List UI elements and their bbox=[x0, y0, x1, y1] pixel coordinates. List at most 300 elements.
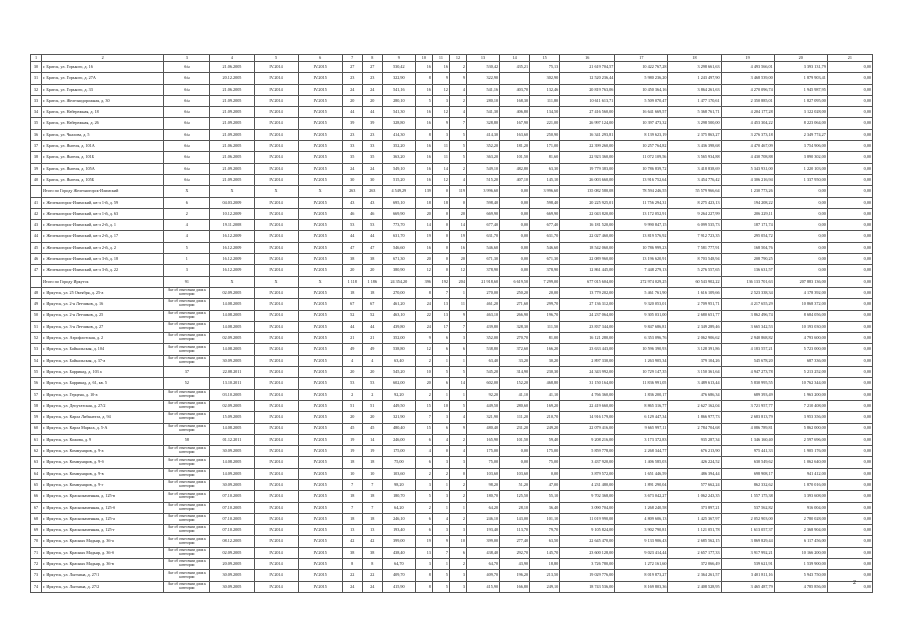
table-cell: 134,50 bbox=[530, 107, 560, 118]
table-cell: 20,00 bbox=[530, 287, 560, 298]
table-cell: 7 bbox=[342, 502, 362, 513]
table-cell: IV.2014 bbox=[254, 400, 298, 411]
table-cell: Акт об отнесении дома к категории bbox=[164, 310, 210, 321]
table-cell: 13 bbox=[362, 525, 382, 536]
table-cell: 44 bbox=[31, 231, 42, 242]
table-cell: 27 bbox=[342, 62, 362, 73]
table-cell: 372,60 bbox=[500, 344, 530, 355]
column-number-cell: 13 bbox=[466, 55, 499, 62]
table-cell: IV.2015 bbox=[298, 468, 342, 479]
table-cell: Акт об отнесении дома к категории bbox=[164, 547, 210, 558]
table-row bbox=[31, 163, 873, 174]
table-cell: IV.2015 bbox=[298, 231, 342, 242]
table-cell: 23 bbox=[362, 129, 382, 140]
table-cell: 15 bbox=[415, 423, 432, 434]
table-cell: 677,40 bbox=[530, 220, 560, 231]
table-cell: 2 bbox=[342, 389, 362, 400]
table-cell: б/н bbox=[164, 118, 210, 129]
table-cell: 378,90 bbox=[530, 265, 560, 276]
table-cell: Акт об отнесении дома к категории bbox=[164, 479, 210, 490]
table-cell: 515,20 bbox=[466, 174, 499, 185]
table-cell: 13 172 052,91 bbox=[615, 208, 668, 219]
table-row bbox=[31, 333, 873, 344]
table-cell: 0,00 bbox=[827, 536, 872, 547]
table-cell: Акт об отнесении дома к категории bbox=[164, 287, 210, 298]
table-cell: 0 bbox=[432, 254, 449, 265]
table-cell: 46 bbox=[31, 254, 42, 265]
column-number-header-row bbox=[31, 55, 873, 62]
table-cell: 2 375 863,27 bbox=[668, 129, 721, 140]
table-cell: 1 bbox=[449, 355, 466, 366]
table-cell: 31 bbox=[31, 73, 42, 84]
table-cell: 75,00 bbox=[466, 457, 499, 468]
table-cell: 1 272 161,60 bbox=[615, 559, 668, 570]
table-cell: г. Братск, ул. Янгеля, д. 101А bbox=[42, 141, 164, 152]
table-cell: 0,00 bbox=[827, 559, 872, 570]
table-cell: 07.10.2005 bbox=[210, 513, 254, 524]
table-cell: 3 869 829,44 bbox=[721, 536, 774, 547]
table-cell: б/н bbox=[164, 107, 210, 118]
table-cell: IV.2015 bbox=[298, 333, 342, 344]
table-cell: IV.2014 bbox=[254, 559, 298, 570]
table-cell: г. Братск, ул. Чкалова, д. 5 bbox=[42, 129, 164, 140]
table-cell: 67 bbox=[362, 299, 382, 310]
table-cell: IV.2015 bbox=[298, 84, 342, 95]
table-cell: 0,00 bbox=[500, 197, 530, 208]
table-row bbox=[31, 479, 873, 490]
table-cell: 321,90 bbox=[382, 412, 415, 423]
table-cell: IV.2014 bbox=[254, 141, 298, 152]
table-cell: 40 bbox=[31, 174, 42, 185]
table-cell: 23 bbox=[342, 129, 362, 140]
table-cell: IV.2015 bbox=[298, 400, 342, 411]
table-cell: 111,20 bbox=[500, 412, 530, 423]
table-cell: 08.12.2005 bbox=[210, 536, 254, 547]
table-cell: 1 651 446,59 bbox=[615, 468, 668, 479]
table-cell: 438,40 bbox=[466, 547, 499, 558]
table-cell: 52 bbox=[342, 310, 362, 321]
table-cell: 12 861 445,00 bbox=[560, 265, 615, 276]
table-cell: 249,20 bbox=[530, 423, 560, 434]
table-cell: 463,10 bbox=[466, 310, 499, 321]
table-cell: 55 bbox=[31, 367, 42, 378]
table-cell: 669,90 bbox=[530, 208, 560, 219]
table-cell: IV.2014 bbox=[254, 254, 298, 265]
table-cell: 3 bbox=[432, 95, 449, 106]
table-cell: 30,20 bbox=[530, 355, 560, 366]
table-cell: 4 549,29 bbox=[382, 186, 415, 197]
table-cell: 6 129 447,34 bbox=[615, 412, 668, 423]
table-cell: 363,20 bbox=[382, 152, 415, 163]
table-cell: 45 bbox=[31, 242, 42, 253]
table-cell: г. Иркутск, ул. Коммунаров, д. 9-г bbox=[42, 479, 164, 490]
table-cell: г. Иркутск, ул. 2-я Летчиков, д. 16 bbox=[42, 299, 164, 310]
table-cell: 0,00 bbox=[827, 321, 872, 332]
table-cell: 171,00 bbox=[530, 141, 560, 152]
table-cell: 13 bbox=[432, 299, 449, 310]
table-cell: 24 237 064,00 bbox=[560, 310, 615, 321]
table-cell: X bbox=[254, 186, 298, 197]
table-cell: Акт об отнесении дома к категории bbox=[164, 559, 210, 570]
table-cell: IV.2015 bbox=[298, 479, 342, 490]
table-cell: Акт об отнесении дома к категории bbox=[164, 491, 210, 502]
table-cell: 3 996,60 bbox=[530, 186, 560, 197]
table-cell: 16 bbox=[415, 84, 432, 95]
column-number-cell: 1 bbox=[31, 55, 42, 62]
table-cell: 3 726 780,00 bbox=[560, 559, 615, 570]
table-cell: IV.2015 bbox=[298, 378, 342, 389]
table-cell: 3 953 356,00 bbox=[774, 412, 827, 423]
table-cell: 14 bbox=[362, 434, 382, 445]
table-cell: г. Иркутск, ул. Коммунаров, д. 9-б bbox=[42, 457, 164, 468]
table-cell: 541,16 bbox=[382, 84, 415, 95]
table-cell: 7 bbox=[449, 321, 466, 332]
table-cell: 598,40 bbox=[530, 197, 560, 208]
table-cell: 671,30 bbox=[530, 254, 560, 265]
table-cell: 3 401 811,16 bbox=[721, 570, 774, 581]
table-cell: 352,00 bbox=[382, 333, 415, 344]
table-cell: 2 368 904,00 bbox=[774, 525, 827, 536]
table-cell: 18 bbox=[362, 457, 382, 468]
table-cell: 20 bbox=[415, 254, 432, 265]
table-cell: 19 779 383,00 bbox=[560, 163, 615, 174]
table-cell: 0,00 bbox=[774, 265, 827, 276]
table-cell: 0,00 bbox=[774, 208, 827, 219]
table-cell: 75,00 bbox=[382, 457, 415, 468]
table-cell: 22 419 660,00 bbox=[560, 400, 615, 411]
table-cell: 51 bbox=[362, 400, 382, 411]
table-cell: 53 bbox=[31, 344, 42, 355]
table-cell: 10 729 147,35 bbox=[615, 367, 668, 378]
table-cell: 0,00 bbox=[827, 355, 872, 366]
table-cell: 272 974 029,25 bbox=[615, 276, 668, 287]
table-cell: 0,00 bbox=[827, 73, 872, 84]
table-cell: 4 bbox=[449, 84, 466, 95]
table-cell: 468,80 bbox=[530, 378, 560, 389]
table-cell: 8 bbox=[362, 559, 382, 570]
table-cell: 9 264 227,99 bbox=[668, 208, 721, 219]
table-cell: 3 890 302,00 bbox=[774, 152, 827, 163]
table-cell: 2 657 177,33 bbox=[668, 547, 721, 558]
table-cell: 1 557 175,38 bbox=[721, 491, 774, 502]
table-cell: 280,10 bbox=[466, 95, 499, 106]
table-cell: 6 bbox=[449, 344, 466, 355]
table-cell: 23 633 443,00 bbox=[560, 344, 615, 355]
table-cell: 3 bbox=[432, 129, 449, 140]
table-cell: 3 bbox=[432, 491, 449, 502]
table-cell: 9 133 906,43 bbox=[615, 536, 668, 547]
table-cell: IV.2014 bbox=[254, 355, 298, 366]
table-cell: 21.09.2005 bbox=[210, 118, 254, 129]
table-cell: б/н bbox=[164, 163, 210, 174]
table-cell: IV.2015 bbox=[298, 118, 342, 129]
table-cell: 12 bbox=[449, 265, 466, 276]
table-cell: 1 bbox=[449, 502, 466, 513]
table-cell: 414,30 bbox=[382, 129, 415, 140]
table-cell: IV.2015 bbox=[298, 321, 342, 332]
table-cell: IV.2014 bbox=[254, 547, 298, 558]
table-cell: 1 062 640,00 bbox=[774, 457, 827, 468]
table-row bbox=[31, 559, 873, 570]
table-row bbox=[31, 389, 873, 400]
table-cell: 0,00 bbox=[827, 423, 872, 434]
table-cell: 3 489 613,44 bbox=[668, 378, 721, 389]
table-cell: 250,90 bbox=[530, 129, 560, 140]
table-cell: 546,60 bbox=[530, 242, 560, 253]
table-cell: 6 bbox=[164, 197, 210, 208]
table-cell: 163,60 bbox=[500, 129, 530, 140]
table-cell: 20 bbox=[362, 367, 382, 378]
table-cell: 415,90 bbox=[382, 581, 415, 592]
table-cell: 6 353 096,76 bbox=[615, 333, 668, 344]
table-cell: 22 645 470,00 bbox=[560, 536, 615, 547]
table-cell: 2 349 774,27 bbox=[774, 129, 827, 140]
table-cell: IV.2015 bbox=[298, 367, 342, 378]
table-cell: IV.2014 bbox=[254, 491, 298, 502]
table-cell: 7 bbox=[415, 412, 432, 423]
table-cell: б/н bbox=[164, 174, 210, 185]
table-cell: IV.2014 bbox=[254, 389, 298, 400]
table-cell: 20 bbox=[362, 265, 382, 276]
table-cell: 5 bbox=[449, 400, 466, 411]
table-cell: 5 980 236,20 bbox=[615, 73, 668, 84]
table-cell: 13.10.2011 bbox=[210, 378, 254, 389]
table-cell: 56 bbox=[31, 378, 42, 389]
table-cell: 24 bbox=[362, 581, 382, 592]
table-cell bbox=[31, 186, 42, 197]
table-cell: 0,00 bbox=[827, 84, 872, 95]
table-cell: X bbox=[298, 276, 342, 287]
table-cell: 2 bbox=[449, 434, 466, 445]
table-cell: Акт об отнесении дома к категории bbox=[164, 525, 210, 536]
table-cell: 602,00 bbox=[466, 378, 499, 389]
table-cell: 18 bbox=[362, 513, 382, 524]
table-row bbox=[31, 581, 873, 592]
table-cell: 0 bbox=[432, 242, 449, 253]
table-cell: 14.08.2005 bbox=[210, 344, 254, 355]
table-cell: 21.06.2005 bbox=[210, 152, 254, 163]
table-cell: 399,00 bbox=[466, 536, 499, 547]
table-cell: 598,40 bbox=[466, 197, 499, 208]
table-cell: 1 bbox=[432, 502, 449, 513]
table-cell: 221,00 bbox=[530, 118, 560, 129]
table-cell: 546,60 bbox=[466, 242, 499, 253]
table-row bbox=[31, 536, 873, 547]
table-row bbox=[31, 412, 873, 423]
table-cell: г. Братск, ул. Горького, д. 16 bbox=[42, 62, 164, 73]
table-cell: г. Братск, ул. Горького, д. 33 bbox=[42, 84, 164, 95]
table-cell: 21.06.2005 bbox=[210, 141, 254, 152]
table-cell: Акт об отнесении дома к категории bbox=[164, 321, 210, 332]
table-cell: 21.06.2005 bbox=[210, 62, 254, 73]
table-cell: 3 996,60 bbox=[466, 186, 499, 197]
table-cell: 941 412,00 bbox=[774, 468, 827, 479]
table-cell: 480,40 bbox=[466, 423, 499, 434]
table-cell: 6 bbox=[415, 525, 432, 536]
table-cell: 49 bbox=[362, 344, 382, 355]
table-cell: 3 bbox=[164, 265, 210, 276]
table-cell: 541,30 bbox=[466, 107, 499, 118]
table-cell: 3 173 372,83 bbox=[615, 434, 668, 445]
table-cell: 5 859 778,00 bbox=[560, 446, 615, 457]
table-cell: 1 bbox=[164, 254, 210, 265]
table-cell: 406,80 bbox=[500, 107, 530, 118]
table-cell: 14.08.2005 bbox=[210, 310, 254, 321]
table-cell: 59,40 bbox=[530, 434, 560, 445]
table-cell: 0,00 bbox=[500, 186, 530, 197]
table-cell: 2 bbox=[449, 513, 466, 524]
table-cell: 60 bbox=[31, 423, 42, 434]
table-cell: 631,70 bbox=[530, 231, 560, 242]
table-cell: 4 204 177,28 bbox=[721, 107, 774, 118]
table-cell: 4 217 655,29 bbox=[721, 299, 774, 310]
table-cell: 73 bbox=[31, 570, 42, 581]
table-cell: 27 416 560,00 bbox=[560, 107, 615, 118]
table-cell: 61 bbox=[31, 434, 42, 445]
table-cell: Акт об отнесении дома к категории bbox=[164, 400, 210, 411]
table-cell: 379 104,26 bbox=[668, 355, 721, 366]
column-number-cell: 14 bbox=[500, 55, 530, 62]
table-cell: 0,00 bbox=[827, 62, 872, 73]
table-cell: 53 bbox=[342, 378, 362, 389]
table-cell: г. Братск, ул. Янгеля, д. 105А bbox=[42, 163, 164, 174]
table-cell: 0,00 bbox=[500, 220, 530, 231]
table-cell: 20.12.2005 bbox=[210, 73, 254, 84]
table-cell: 12 520 236,44 bbox=[560, 73, 615, 84]
table-cell: 98,20 bbox=[466, 479, 499, 490]
table-cell: 3 673 042,27 bbox=[615, 491, 668, 502]
table-cell: IV.2015 bbox=[298, 265, 342, 276]
table-cell: 26 003 660,00 bbox=[560, 174, 615, 185]
table-cell: IV.2015 bbox=[298, 287, 342, 298]
table-cell: 280,60 bbox=[500, 400, 530, 411]
table-cell: 55 579 966,64 bbox=[668, 186, 721, 197]
table-cell: 0,00 bbox=[500, 446, 530, 457]
table-cell: 7 bbox=[362, 479, 382, 490]
table-cell: 63,40 bbox=[382, 355, 415, 366]
table-cell: 193,40 bbox=[466, 525, 499, 536]
table-cell: 0,00 bbox=[827, 378, 872, 389]
table-cell: 24 343 992,00 bbox=[560, 367, 615, 378]
table-cell: 538,80 bbox=[382, 344, 415, 355]
table-cell: 24 bbox=[342, 84, 362, 95]
table-cell: IV.2014 bbox=[254, 378, 298, 389]
table-cell: 407,10 bbox=[500, 174, 530, 185]
table-cell: 13 bbox=[342, 525, 362, 536]
table-cell: IV.2015 bbox=[298, 457, 342, 468]
table-cell: 631,70 bbox=[382, 231, 415, 242]
table-cell: 35 bbox=[342, 152, 362, 163]
table-cell: 196,20 bbox=[500, 570, 530, 581]
table-cell: 10 257 764,82 bbox=[615, 141, 668, 152]
column-number-cell: 3 bbox=[164, 55, 210, 62]
table-cell: 02.09.2005 bbox=[210, 287, 254, 298]
table-cell: IV.2015 bbox=[298, 547, 342, 558]
table-cell: 47 bbox=[362, 242, 382, 253]
table-cell: IV.2014 bbox=[254, 333, 298, 344]
table-cell: 101,50 bbox=[500, 152, 530, 163]
table-cell: 1 337 950,00 bbox=[774, 174, 827, 185]
table-cell: 55,10 bbox=[530, 491, 560, 502]
table-cell: 7 210 408,00 bbox=[774, 400, 827, 411]
table-cell: 22 bbox=[362, 570, 382, 581]
table-cell: 314,90 bbox=[500, 367, 530, 378]
table-cell: г. Железногорск-Илимский, кв-л 2-й, д. 2 bbox=[42, 242, 164, 253]
table-cell: 2 bbox=[449, 95, 466, 106]
table-cell: 22 bbox=[342, 570, 362, 581]
table-cell: 0,00 bbox=[827, 547, 872, 558]
table-cell: 64,20 bbox=[382, 502, 415, 513]
table-cell: 3 128 391,86 bbox=[668, 344, 721, 355]
table-cell: 0,00 bbox=[827, 174, 872, 185]
table-cell: IV.2014 bbox=[254, 423, 298, 434]
table-cell bbox=[31, 276, 42, 287]
table-cell: г. Иркутск, ул. Депутатская, д. 27/2 bbox=[42, 400, 164, 411]
table-cell: 43 bbox=[342, 197, 362, 208]
table-cell: 51 bbox=[342, 400, 362, 411]
table-cell: IV.2015 bbox=[298, 355, 342, 366]
table-cell: 20 bbox=[342, 265, 362, 276]
table-cell: 9 320 053,01 bbox=[615, 299, 668, 310]
table-cell: 5 509 070,47 bbox=[615, 95, 668, 106]
table-cell: 21 bbox=[342, 333, 362, 344]
table-cell: 271,60 bbox=[500, 299, 530, 310]
table-cell: 539 621,91 bbox=[721, 559, 774, 570]
table-cell: 250,20 bbox=[500, 287, 530, 298]
table-cell: 4 bbox=[432, 513, 449, 524]
column-number-cell: 6 bbox=[298, 55, 342, 62]
table-cell: 12 bbox=[415, 265, 432, 276]
table-cell: 111,80 bbox=[530, 95, 560, 106]
table-cell: 15 bbox=[415, 400, 432, 411]
table-cell: 45 bbox=[342, 423, 362, 434]
table-cell: IV.2015 bbox=[298, 141, 342, 152]
table-cell: 135 082 580,08 bbox=[560, 186, 615, 197]
table-cell: г. Иркутск, ул. Красных Мадьяр, д. 36-а bbox=[42, 536, 164, 547]
table-cell: 0,00 bbox=[827, 208, 872, 219]
table-cell: 4 809 606,13 bbox=[615, 513, 668, 524]
table-cell: 2 bbox=[449, 163, 466, 174]
column-number-cell: 16 bbox=[560, 55, 615, 62]
table-cell: 4 178 392,00 bbox=[774, 287, 827, 298]
table-cell: 24 354,20 bbox=[382, 276, 415, 287]
table-cell: г. Братск, ул. Железнодорожная, д. 30 bbox=[42, 95, 164, 106]
table-cell: 20 bbox=[342, 95, 362, 106]
table-cell: 51,20 bbox=[500, 479, 530, 490]
table-cell: 0,00 bbox=[827, 468, 872, 479]
table-cell: X bbox=[254, 276, 298, 287]
table-cell: 0 bbox=[449, 468, 466, 479]
table-cell: 6 bbox=[432, 423, 449, 434]
table-cell: 2 680 651,77 bbox=[668, 310, 721, 321]
table-cell: 169,20 bbox=[530, 400, 560, 411]
table-cell: 549,10 bbox=[382, 163, 415, 174]
table-cell: 1 bbox=[432, 479, 449, 490]
table-cell: 4 bbox=[432, 434, 449, 445]
table-cell: 34 bbox=[31, 107, 42, 118]
table-cell: 4 766 360,00 bbox=[560, 389, 615, 400]
table-cell: 03.10.2005 bbox=[210, 389, 254, 400]
table-cell: 3 bbox=[415, 559, 432, 570]
table-cell: 16 bbox=[415, 242, 432, 253]
table-cell: 4 430 708,88 bbox=[721, 152, 774, 163]
table-cell: 0 bbox=[432, 231, 449, 242]
table-row bbox=[31, 197, 873, 208]
table-cell: IV.2014 bbox=[254, 220, 298, 231]
table-cell: 4 785 856,00 bbox=[774, 581, 827, 592]
table-cell: 530,42 bbox=[382, 62, 415, 73]
table-cell: 24 bbox=[342, 581, 362, 592]
